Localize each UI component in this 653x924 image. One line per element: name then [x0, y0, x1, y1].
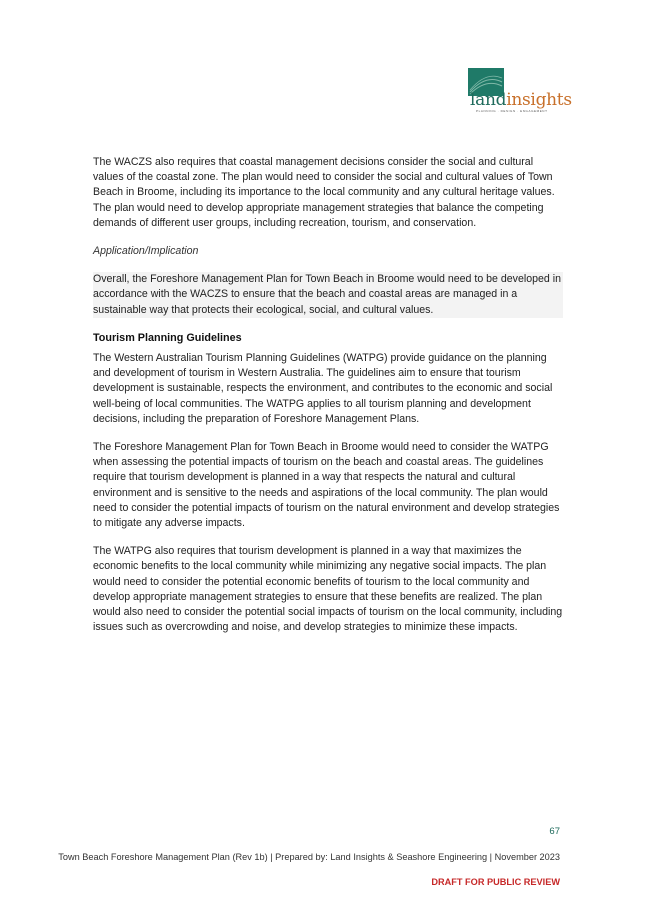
- paragraph-watpg-intro: The Western Australian Tourism Planning Guidelines (WATPG) provide guidance on the planning and development of tourism in Western Australia. The guidelines aim to ensure that tourism development is sustainable, respects the environment, and contributes to the economic and social well-being of local communities. The WATPG applies to all tourism planning and development decisions, including the preparation of Foreshore Management Plans.: [93, 352, 553, 425]
- logo-word-land: land: [470, 90, 507, 110]
- draft-label: DRAFT FOR PUBLIC REVIEW: [431, 877, 560, 887]
- logo-tagline: PLANNING · DESIGN · ENGAGEMENT: [476, 109, 548, 113]
- land-insights-logo: [466, 68, 572, 116]
- paragraph-watpg-economic: The WATPG also requires that tourism development is planned in a way that maximizes the economic benefits to the local community while minimizing any negative social impacts. The plan would need to consider the potential economic benefits of tourism to the local community and develop appropriate management strategies to ensure that these benefits are realized. The plan would also need to consider the potential social impacts of tourism on the local community, including issues such as overcrowding and noise, and develop strategies to minimize these impacts.: [93, 545, 563, 634]
- logo-word-insights: insights: [506, 90, 572, 110]
- application-heading: [93, 244, 563, 259]
- section-heading-tourism: Tourism Planning Guidelines: [93, 331, 242, 344]
- footer-text: Town Beach Foreshore Management Plan (Rev 1b) | Prepared by: Land Insights & Seashore Engineering | November 2023: [58, 852, 560, 862]
- document-body: [93, 155, 563, 648]
- logo-wordmark: [470, 90, 572, 110]
- paragraph-waczs-social: The WACZS also requires that coastal management decisions consider the social and cultural values of the coastal zone. The plan would need to consider the social and cultural values of Town Beach in Broome, including its importance to the local community and any cultural heritage values. The plan would need to develop appropriate management strategies that balance the competing demands of different user groups, including recreation, tourism, and conservation.: [93, 156, 555, 229]
- application-heading-text: Application/Implication: [93, 245, 199, 258]
- paragraph-overall: Overall, the Foreshore Management Plan for Town Beach in Broome would need to be developed in accordance with the WACZS to ensure that the beach and coastal areas are managed in a sustainable way that protects their ecological, social, and cultural values.: [93, 272, 563, 318]
- paragraph-watpg-impacts: The Foreshore Management Plan for Town Beach in Broome would need to consider the WATPG when assessing the potential impacts of tourism on the beach and coastal areas. The guidelines require that tourism development is planned in a way that respects the natural and cultural environment and is sensitive to the needs and aspirations of the local community. The plan would need to consider the potential impacts of tourism on the natural environment and develop strategies to mitigate any adverse impacts.: [93, 441, 560, 530]
- page-number: 67: [549, 826, 560, 837]
